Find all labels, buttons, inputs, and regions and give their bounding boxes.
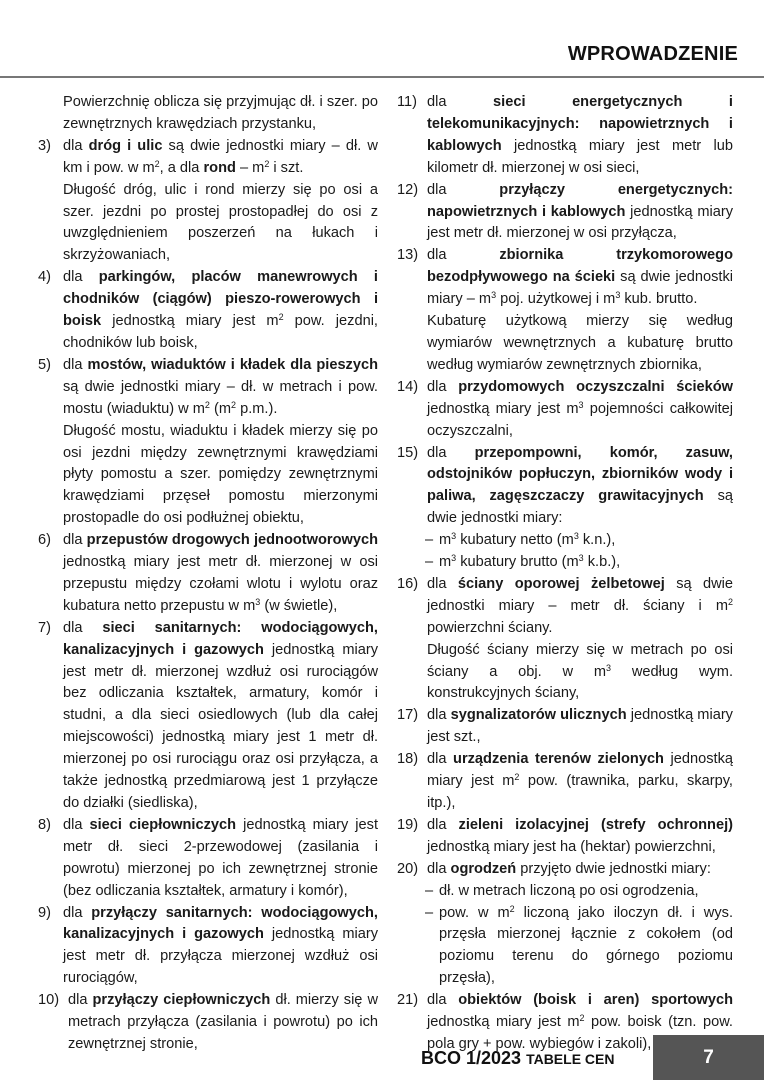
item-text: dla mostów, wiaduktów i kładek dla pieszych są dwie jednostki miary – dł. w metrach i pow. mostu (wiaduktu) w $m^2$ ($m^2$ p.m.).: [63, 356, 378, 417]
item-text: dla sieci energetycznych i telekomunikacyjnych: napowietrznych i kablowych jednostką miary jest metr lub kilometr dł. mierzonej w osi sieci,: [427, 94, 733, 176]
item-number: 17): [397, 707, 419, 724]
item-text: dla dróg i ulic są dwie jednostki miary – dł. w km i pow. w $m^2$, a dla rond – $m^2$ i szt.: [63, 137, 378, 176]
list-item-7: [38, 618, 378, 815]
item-text: dla przyłączy ciepłowniczych dł. mierzy się w metrach przyłącza (zasilania i powrotu) po ich zewnętrznej stronie,: [68, 992, 378, 1052]
item-text: dla sieci sanitarnych: wodociągowych, kanalizacyjnych i gazowych jednostką miary jest metr dł. mierzonej wzdłuż osi rurociągów bez odliczania kształtek, armatury, komór i studni, a dla sieci osiedlowych (lub dla całej miejscowości) jednostką miary jest 1 metr dł. mierzonej po osi rurociągu oraz osi przyłącza, a także jednostką przedmiarową jest 1 przyłącze do działki (siedliska),: [63, 619, 378, 811]
list-item-20: [397, 859, 733, 881]
item-number: 8): [38, 816, 51, 833]
item-number: 5): [38, 356, 51, 373]
item-number: 20): [397, 860, 419, 877]
item-text: dla ogrodzeń przyjęto dwie jednostki miary:: [427, 860, 711, 877]
item-note: Długość mostu, wiaduktu i kładek mierzy się po osi jezdni między zewnętrznymi krawędziami płyty pomostu a szer. pomiędzy zewnętrznymi krawędziami przęseł pomostu mierzonymi prostopadle do osi podłużnej obiektu,: [63, 422, 378, 527]
list-item-13: [397, 245, 733, 376]
list-item-12: [397, 180, 733, 246]
header-divider: [0, 76, 764, 78]
item-text: dla parkingów, placów manewrowych i chodników (ciągów) pieszo-rowerowych i boisk jednostką miary jest $m^2$ pow. jezdni, chodników lub boisk,: [63, 269, 378, 351]
item-text: dla przepompowni, komór, zasuw, odstojników popłuczyn, zbiorników wody i paliwa, zagęszczaczy grawitacyjnych są dwie jednostki miary:: [427, 444, 733, 527]
item-number: 18): [397, 751, 419, 768]
list-item-3: [38, 136, 378, 267]
item-number: 19): [397, 816, 419, 833]
item-text: dla obiektów (boisk i aren) sportowych jednostką miary jest $m^2$ pow. boisk (tzn. pow. pola gry + pow. wybiegów i zakoli),: [427, 992, 733, 1052]
item-number: 16): [397, 575, 419, 592]
list-item-9: [38, 903, 378, 991]
list-item-11: [397, 92, 733, 180]
item-number: 11): [397, 94, 418, 110]
item-number: 3): [38, 137, 51, 154]
item-text: dla przydomowych oczyszczalni ścieków jednostką miary jest $m^3$ pojemności całkowitej oczyszczalni,: [427, 378, 733, 439]
item-number: 15): [397, 444, 419, 461]
item-text: dla przyłączy sanitarnych: wodociągowych, kanalizacyjnych i gazowych jednostką miary jest metr dł. przyłącza mierzonej wzdłuż osi rurociągów,: [63, 904, 378, 987]
list-item-14: [397, 377, 733, 443]
item-number: 9): [38, 904, 51, 921]
page-number-box: [653, 1035, 764, 1080]
item-text: dla przepustów drogowych jednootworowych jednostką miary jest metr dł. mierzonej w osi przepustu między czołami wlotu i wylotu oraz kubatura netto przepustu w $m^3$ (w świetle),: [63, 532, 378, 614]
right-column: [397, 92, 733, 1056]
list-item-8: [38, 815, 378, 903]
list-item-15: [397, 443, 733, 531]
list-item-18: [397, 749, 733, 815]
list-item-4: [38, 267, 378, 355]
list-item-5: [38, 355, 378, 530]
left-column: [38, 92, 378, 1056]
item-number: 13): [397, 247, 419, 264]
list-item-17: [397, 705, 733, 749]
list-item-10: [38, 990, 378, 1056]
item-number: 7): [38, 619, 51, 636]
item-text: dla zieleni izolacyjnej (strefy ochronnej) jednostką miary jest ha (hektar) powierzchni,: [427, 816, 733, 855]
item-number: 6): [38, 532, 51, 549]
item-number: 4): [38, 269, 51, 286]
item-text: dla ściany oporowej żelbetowej są dwie jednostki miary – metr dł. ściany i $m^2$ powierzchni ściany.: [427, 575, 734, 636]
page-number: 7: [703, 1047, 714, 1068]
list-item-16: [397, 574, 733, 705]
intro-paragraph: Powierzchnię oblicza się przyjmując dł. i szer. po zewnętrznych krawędziach przystanku,: [63, 94, 378, 132]
footer-publication: BCO 1/2023 TABELE CEN: [421, 1048, 615, 1068]
item-number: 10): [38, 992, 60, 1009]
sub-item: – pow. w $m^2$ liczoną jako iloczyn dł. i wys. przęsła mierzonej łącznie z cokołem (od poziomu terenu do górnego poziomu przęsła),: [425, 903, 733, 987]
sub-item: – $m^3$ kubatury netto ($m^3$ k.n.),: [425, 531, 616, 549]
section-title: WPROWADZENIE: [567, 43, 738, 65]
item-text: dla przyłączy energetycznych: napowietrznych i kablowych jednostką miary jest metr dł. mierzonej w osi przyłącza,: [427, 181, 734, 242]
sub-item: – $m^3$ kubatury brutto ($m^3$ k.b.),: [425, 553, 621, 571]
item-number: 12): [397, 181, 419, 198]
item-text: dla urządzenia terenów zielonych jednostką miary jest $m^2$ pow. (trawnika, parku, skarpy, itp.),: [427, 751, 734, 811]
item-text: dla sieci ciepłowniczych jednostką miary jest metr dł. sieci 2-przewodowej (zasilania i powrotu) mierzonej po ich zewnętrznej stronie (bez odliczania kształtek, armatury i komór),: [63, 816, 378, 899]
item-note: Kubaturę użytkową mierzy się według wymiarów wewnętrznych a kubaturę brutto według wymiarów zewnętrznych zbiornika,: [427, 313, 733, 373]
item-number: 14): [397, 378, 419, 395]
list-item-19: [397, 815, 733, 859]
item-note: Długość dróg, ulic i rond mierzy się po osi a szer. jezdni po prostej prostopadłej do osi z uwzględnieniem poszerzeń na łukach i skrzyżowaniach,: [63, 181, 378, 264]
item-text: dla sygnalizatorów ulicznych jednostką miary jest szt.,: [427, 707, 733, 746]
list-item-6: [38, 530, 378, 618]
item-note: Długość ściany mierzy się w metrach po osi ściany a obj. w $m^3$ według wym. konstrukcyjnych ściany,: [427, 641, 733, 702]
item-text: dla zbiornika trzykomorowego bezodpływowego na ścieki są dwie jednostki miary – $m^3$ poj. użytkowej i $m^3$ kub. brutto.: [427, 247, 733, 308]
sub-item: – dł. w metrach liczoną po osi ogrodzenia,: [425, 882, 699, 899]
item-number: 21): [397, 992, 419, 1009]
